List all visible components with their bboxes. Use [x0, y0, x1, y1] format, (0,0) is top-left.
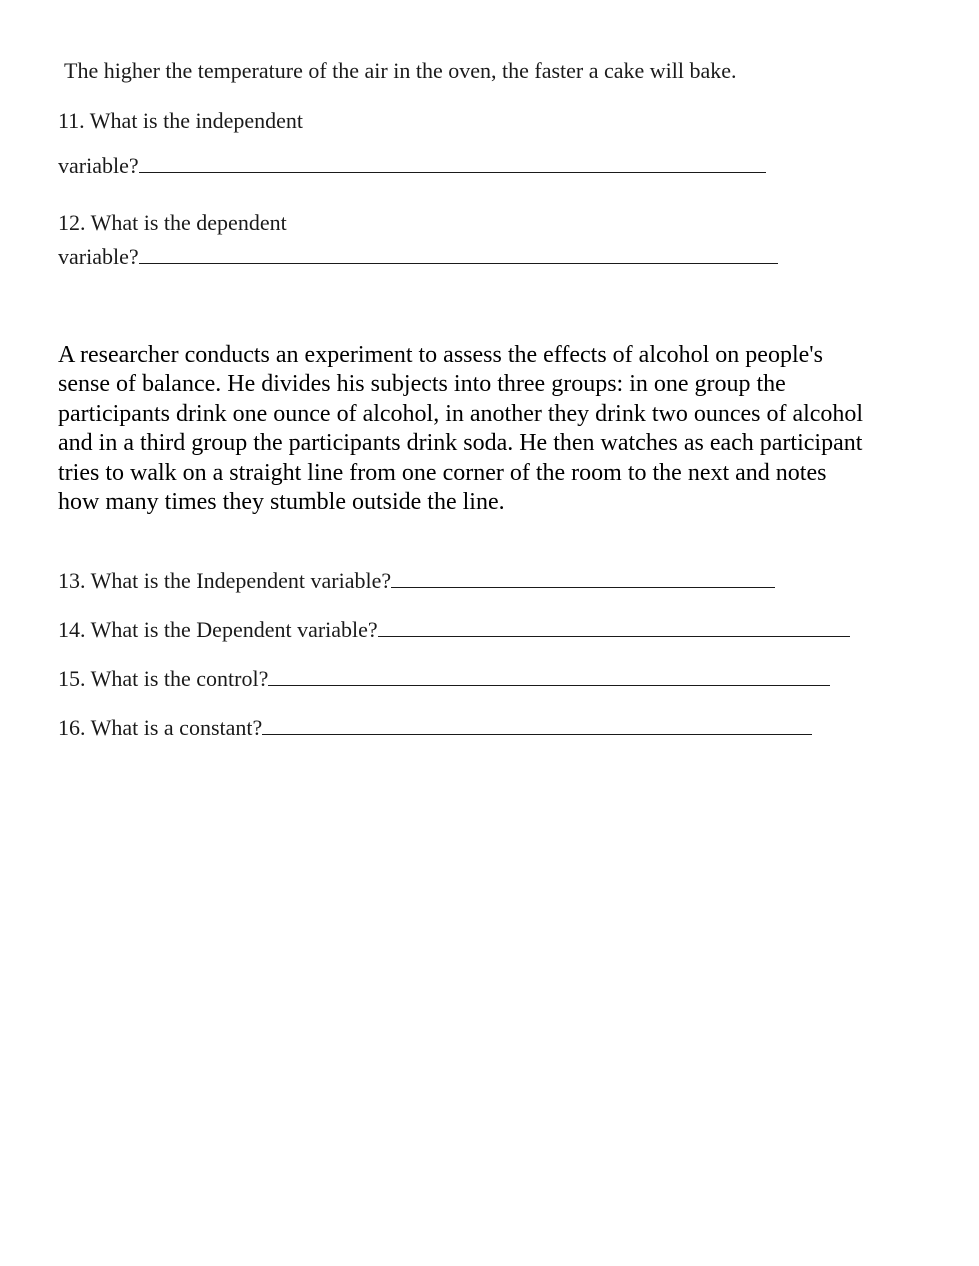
question-12-answer-blank[interactable]: [139, 243, 778, 264]
oven-hypothesis-statement: The higher the temperature of the air in the oven, the faster a cake will bake.: [64, 58, 737, 83]
question-15-label: 15. What is the control?: [58, 666, 269, 691]
question-14-label: 14. What is the Dependent variable?: [58, 617, 378, 642]
question-14-answer-blank[interactable]: [378, 616, 850, 637]
question-13-answer-blank[interactable]: [391, 567, 775, 588]
question-13-row: [58, 567, 775, 594]
question-12-prompt: 12. What is the dependent: [58, 210, 287, 235]
question-12-label: variable?: [58, 244, 139, 269]
question-11-answer-blank[interactable]: [139, 152, 766, 173]
question-16-label: 16. What is a constant?: [58, 715, 263, 740]
question-12-answer-row: [58, 243, 778, 270]
question-11-label: variable?: [58, 153, 139, 178]
question-16-row: [58, 714, 812, 741]
question-11-prompt: 11. What is the independent: [58, 108, 303, 133]
question-14-row: [58, 616, 850, 643]
question-16-answer-blank[interactable]: [262, 714, 812, 735]
question-13-label: 13. What is the Independent variable?: [58, 568, 392, 593]
question-11-answer-row: [58, 152, 766, 179]
question-15-row: [58, 665, 830, 692]
question-15-answer-blank[interactable]: [268, 665, 830, 686]
alcohol-experiment-passage: A researcher conducts an experiment to assess the effects of alcohol on people's sense of balance. He divides his subjects into three groups: in one group the participants drink one ounce of alcohol, in another they drink two ounces of alcohol and in a third group the participants drink soda. He then watches as each participant tries to walk on a straight line from one corner of the room to the next and notes how many times they stumble outside the line.: [58, 342, 864, 516]
